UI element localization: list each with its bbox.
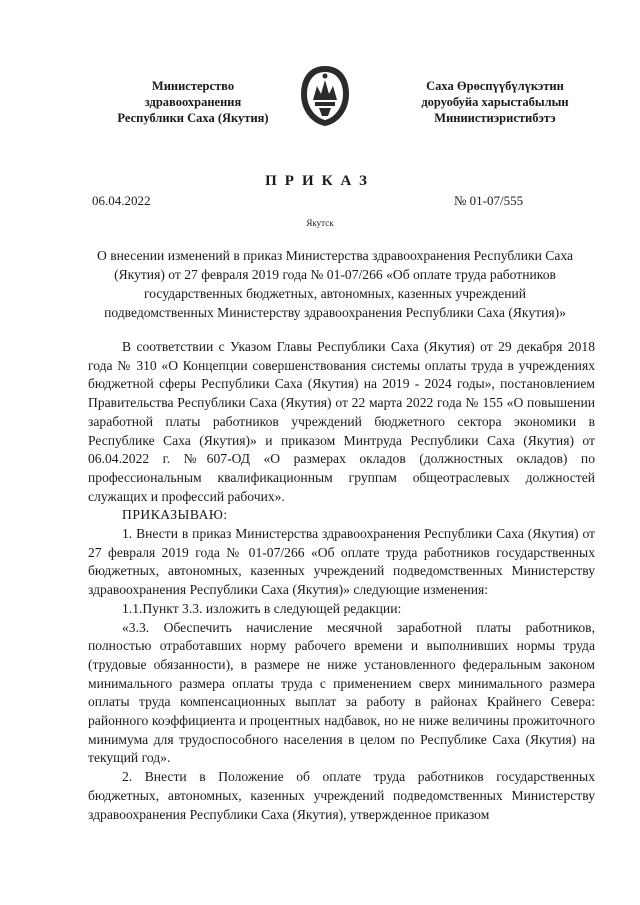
ministry-name-line: Министерство <box>151 79 235 93</box>
preamble-paragraph: В соответствии с Указом Главы Республики Саха (Якутия) от 29 декабря 2018 года № 310 «О Концепции совершенствования системы оплаты труда в учреждениях бюджетной сферы Республики Саха (Якутия) на 2019 - 2024 годы», постановлением Правительства Республики Саха (Якутия) от 22 марта 2022 года № 155 «О повышении заработной платы работников учреждений бюджетного сектора экономики в Республике Саха (Якутия)» и приказом Минтруда Республики Саха (Якутия) от 06.04.2022 г. №607-ОД «О размерах окладов (должностных окладов) по профессиональным квалификационным группам общеотраслевых должностей служащих и профессий рабочих». <box>88 339 595 504</box>
document-title: ПРИКАЗ <box>265 173 375 189</box>
ministry-name-line: Миниистиэристибэтэ <box>434 111 556 125</box>
order-item: 2. Внести в Положение об оплате труда работников государственных бюджетных, автономных, казенных учреждений подведомственных Министерству здравоохранения Республики Саха (Якутия), утвержденное приказом <box>88 769 595 822</box>
document-date: 06.04.2022 <box>92 193 151 208</box>
document-number: № 01-07/555 <box>454 193 524 208</box>
document-body <box>88 338 595 824</box>
ministry-name-line: Республики Саха (Якутия) <box>117 111 269 125</box>
ministry-name-yakut <box>395 78 595 126</box>
order-item: 1.1.Пункт 3.3. изложить в следующей редакции: <box>122 600 402 616</box>
ministry-name-line: Саха Өрөспүүбүлүкэтин <box>426 79 564 93</box>
coat-of-arms-icon <box>297 64 353 128</box>
ministry-name-line: здравоохранения <box>144 95 242 109</box>
ministry-name-russian <box>98 78 288 126</box>
order-item: «3.3. Обеспечить начисление месячной заработной платы работников, полностью отработавших норму рабочего времени и выполнивших нормы труда (трудовые обязанности), в размере не ниже установленного федеральным законом минимального размера оплаты труда с применением сверх минимального размера оплаты труда компенсационных выплат за работу в районах Крайнего Севера: районного коэффициента и процентных надбавок, но не ниже величины прожиточного минимума для трудоспособного населения в целом по Республике Саха (Якутия) на текущий год». <box>88 619 595 766</box>
document-subject: О внесении изменений в приказ Министерства здравоохранения Республики Саха (Якутия) от 27 февраля 2019 года № 01-07/266 «Об оплате труда работников государственных бюджетных, автономных, казенных учреждений подведомственных Министерству здравоохранения Республики Саха (Якутия)» <box>96 248 573 320</box>
document-city: Якутск <box>306 218 334 228</box>
order-item: 1. Внести в приказ Министерства здравоохранения Республики Саха (Якутия) от 27 февраля 2019 года № 01-07/266 «Об оплате труда работников государственных бюджетных, автономных, казенных учреждений подведомственных Министерству здравоохранения Республики Саха (Якутия)» следующие изменения: <box>88 526 595 598</box>
ministry-name-line: доруобуйа харыстабылын <box>421 95 569 109</box>
order-word: ПРИКАЗЫВАЮ: <box>122 507 228 523</box>
